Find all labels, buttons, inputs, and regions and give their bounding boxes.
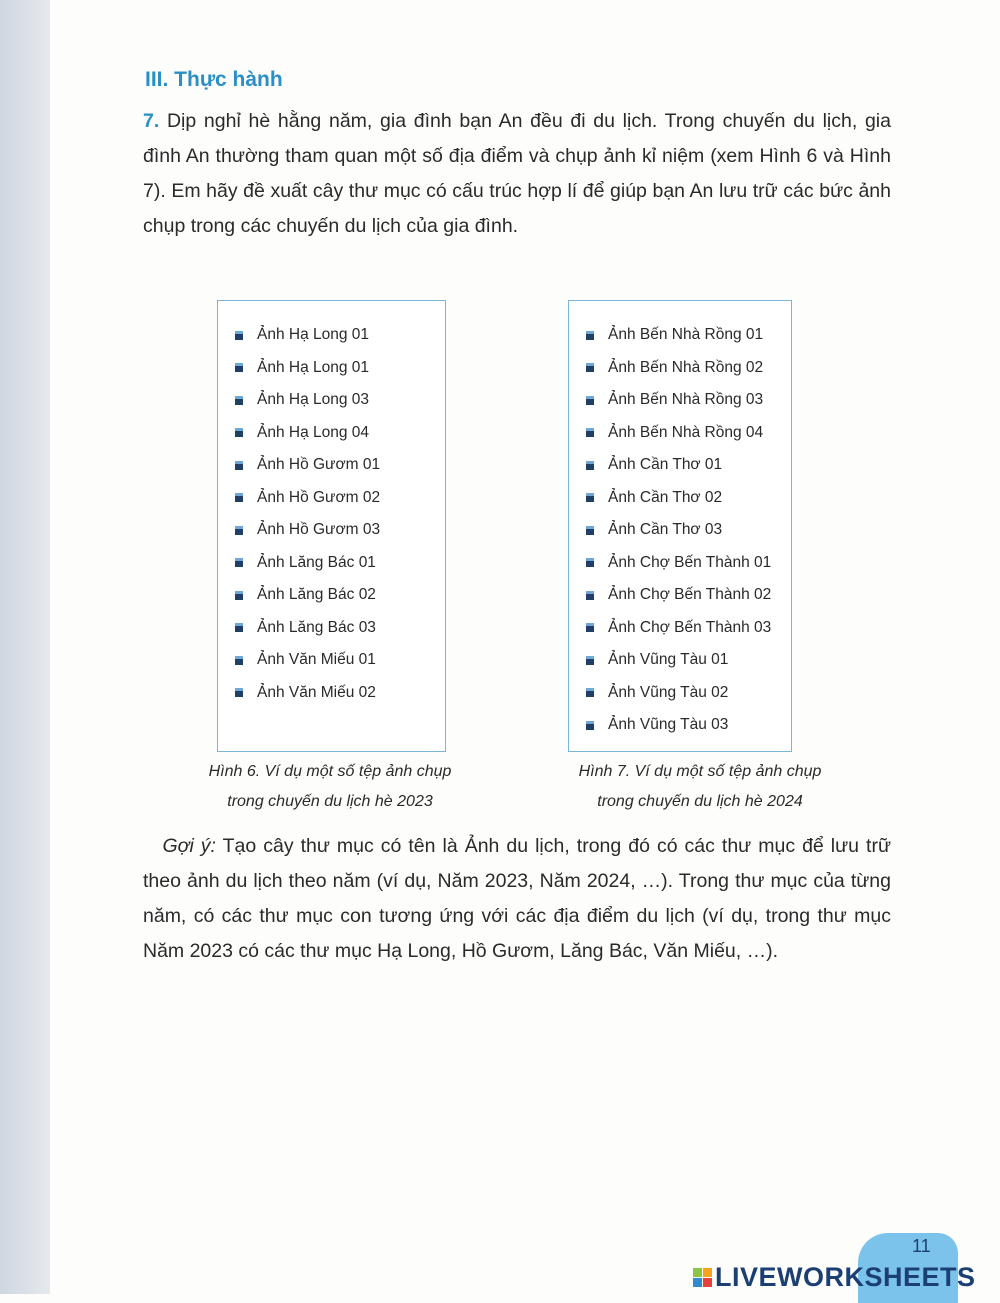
file-name: Ảnh Văn Miếu 02 — [257, 683, 376, 701]
file-name: Ảnh Hạ Long 03 — [257, 391, 370, 409]
file-item — [235, 579, 445, 612]
image-file-icon — [586, 591, 594, 600]
image-file-icon — [586, 526, 594, 535]
file-item — [235, 612, 445, 645]
page-number: 11 — [912, 1236, 931, 1256]
image-file-icon — [235, 396, 243, 405]
file-item — [586, 677, 791, 710]
live-logo-icon — [693, 1268, 712, 1287]
file-item — [586, 514, 791, 547]
image-file-icon — [235, 493, 243, 502]
file-name: Ảnh Cần Thơ 03 — [608, 521, 723, 539]
image-file-icon — [235, 526, 243, 535]
image-file-icon — [235, 363, 243, 372]
caption-line: Hình 7. Ví dụ một số tệp ảnh chụp — [578, 763, 822, 780]
file-name: Ảnh Lăng Bác 03 — [257, 618, 376, 636]
image-file-icon — [586, 396, 594, 405]
image-file-icon — [235, 656, 243, 665]
image-file-icon — [235, 623, 243, 632]
image-file-icon — [586, 428, 594, 437]
file-name: Ảnh Bến Nhà Rồng 02 — [608, 358, 764, 376]
file-item — [586, 709, 791, 742]
file-name: Ảnh Hồ Gươm 01 — [257, 456, 381, 474]
image-file-icon — [586, 721, 594, 730]
caption-line: trong chuyến du lịch hè 2023 — [227, 793, 433, 810]
figure-6-file-list — [217, 300, 446, 752]
liveworksheets-logo — [693, 1262, 976, 1292]
file-item — [586, 352, 791, 385]
file-name: Ảnh Chợ Bến Thành 02 — [608, 586, 772, 604]
file-name: Ảnh Cần Thơ 02 — [608, 488, 723, 506]
file-name: Ảnh Chợ Bến Thành 03 — [608, 618, 772, 636]
file-name: Ảnh Bến Nhà Rồng 04 — [608, 423, 764, 441]
file-name: Ảnh Bến Nhà Rồng 01 — [608, 326, 764, 344]
image-file-icon — [586, 461, 594, 470]
file-item — [586, 384, 791, 417]
file-name: Ảnh Cần Thơ 01 — [608, 456, 723, 474]
file-item — [235, 677, 445, 710]
image-file-icon — [586, 656, 594, 665]
image-file-icon — [235, 461, 243, 470]
image-file-icon — [586, 688, 594, 697]
image-file-icon — [586, 363, 594, 372]
file-item — [586, 644, 791, 677]
file-item — [235, 449, 445, 482]
file-item — [235, 514, 445, 547]
image-file-icon — [586, 493, 594, 502]
image-file-icon — [586, 623, 594, 632]
file-item — [586, 547, 791, 580]
file-name: Ảnh Hồ Gươm 03 — [257, 521, 381, 539]
file-item — [235, 417, 445, 450]
exercise-text: Dịp nghỉ hè hằng năm, gia đình bạn An đều đi du lịch. Trong chuyến du lịch, gia đình An thường tham quan một số địa điểm và chụp ảnh kỉ niệm (xem Hình 6 và Hình 7). Em hãy đề xuất cây thư mục có cấu trúc hợp lí để giúp bạn An lưu trữ các bức ảnh chụp trong các chuyến du lịch của gia đình. — [143, 110, 891, 237]
image-file-icon — [235, 688, 243, 697]
image-file-icon — [235, 428, 243, 437]
image-file-icon — [586, 558, 594, 567]
exercise-7 — [143, 104, 891, 244]
file-item — [235, 352, 445, 385]
figure-6-caption — [150, 757, 510, 817]
file-name: Ảnh Bến Nhà Rồng 03 — [608, 391, 764, 409]
file-item — [235, 482, 445, 515]
hint-paragraph — [143, 829, 891, 969]
caption-line: trong chuyến du lịch hè 2024 — [597, 793, 803, 810]
file-name: Ảnh Hồ Gươm 02 — [257, 488, 381, 506]
hint-label: Gợi ý: — [162, 835, 216, 857]
image-file-icon — [235, 331, 243, 340]
file-item — [235, 384, 445, 417]
file-name: Ảnh Chợ Bến Thành 01 — [608, 553, 772, 571]
figure-7-caption — [520, 757, 880, 817]
file-name: Ảnh Hạ Long 04 — [257, 423, 370, 441]
file-item — [235, 644, 445, 677]
image-file-icon — [235, 558, 243, 567]
file-name: Ảnh Lăng Bác 01 — [257, 553, 376, 571]
image-file-icon — [235, 591, 243, 600]
hint-text: Tạo cây thư mục có tên là Ảnh du lịch, trong đó có các thư mục để lưu trữ theo ảnh du lịch theo năm (ví dụ, Năm 2023, Năm 2024, …). Trong thư mục của từng năm, có các thư mục con tương ứng với các địa điểm du lịch (ví dụ, trong thư mục Năm 2023 có các thư mục Hạ Long, Hồ Gươm, Lăng Bác, Văn Miếu, …). — [143, 835, 891, 962]
exercise-number: 7. — [143, 110, 160, 132]
file-item — [586, 417, 791, 450]
file-item — [586, 579, 791, 612]
file-item — [586, 482, 791, 515]
file-name: Ảnh Vũng Tàu 02 — [608, 683, 729, 701]
figure-7-file-list — [568, 300, 792, 752]
file-item — [235, 547, 445, 580]
file-item — [586, 449, 791, 482]
file-item — [235, 319, 445, 352]
file-item — [586, 319, 791, 352]
file-name: Ảnh Vũng Tàu 01 — [608, 651, 729, 669]
caption-line: Hình 6. Ví dụ một số tệp ảnh chụp — [208, 763, 452, 780]
file-name: Ảnh Hạ Long 01 — [257, 326, 370, 344]
section-heading: III. Thực hành — [145, 68, 283, 91]
file-name: Ảnh Hạ Long 01 — [257, 358, 370, 376]
file-name: Ảnh Văn Miếu 01 — [257, 651, 376, 669]
logo-text: LIVEWORKSHEETS — [715, 1262, 976, 1292]
file-name: Ảnh Lăng Bác 02 — [257, 586, 376, 604]
scan-page-edge — [0, 0, 50, 1294]
file-item — [586, 612, 791, 645]
image-file-icon — [586, 331, 594, 340]
file-name: Ảnh Vũng Tàu 03 — [608, 716, 729, 734]
